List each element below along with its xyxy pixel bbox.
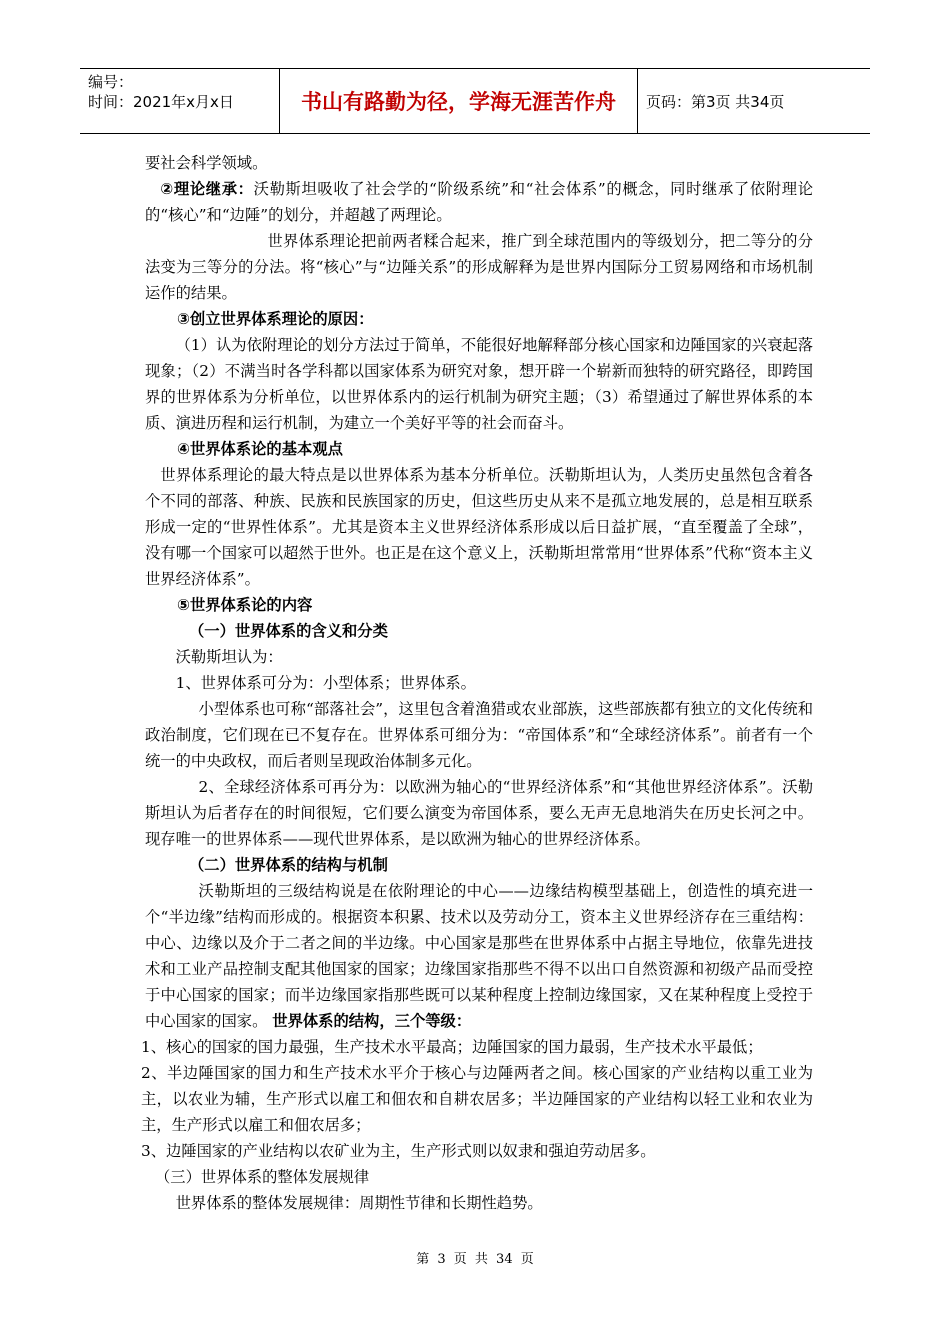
subsection-heading: （二）世界体系的结构与机制 bbox=[189, 856, 388, 874]
subsection-heading: （三）世界体系的整体发展规律 bbox=[155, 1168, 370, 1186]
list-item: 2、半边陲国家的国力和生产技术水平介于核心与边陲两者之间。核心国家的产业结构以重工业为主，以农业为辅，生产形式以雇工和佃农和自耕农居多；半边陲国家的产业结构以轻工业和农业为主，生产形式以雇工和佃农居多； bbox=[141, 1064, 813, 1134]
paragraph: 2、全球经济体系可再分为：以欧洲为轴心的“世界经济体系”和“其他世界经济体系”。沃勒斯坦认为后者存在的时间很短，它们要么演变为帝国体系，要么无声无息地消失在历史长河之中。现存唯一的世界体系——现代世界体系，是以欧洲为轴心的世界经济体系。 bbox=[145, 778, 813, 848]
inline-heading: ②理论继承： bbox=[160, 180, 254, 198]
paragraph bbox=[145, 878, 813, 1034]
header-page-info: 页码：第3页 共34页 bbox=[646, 92, 785, 111]
section-heading: ⑤世界体系论的内容 bbox=[177, 596, 313, 614]
paragraph: 沃勒斯坦认为： bbox=[175, 648, 283, 666]
header-meta bbox=[80, 69, 280, 133]
paragraph: 世界体系理论的最大特点是以世界体系为基本分析单位。沃勒斯坦认为，人类历史虽然包含着各个不同的部落、种族、民族和民族国家的历史，但这些历史从来不是孤立地发展的，总是相互联系形成一定的“世界性体系”。尤其是资本主义世界经济体系形成以后日益扩展，“直至覆盖了全球”，没有哪一个国家可以超然于世外。也正是在这个意义上，沃勒斯坦常常用“世界体系”代称“资本主义世界经济体系”。 bbox=[145, 466, 813, 588]
paragraph: 世界体系的整体发展规律：周期性节律和长期性趋势。 bbox=[175, 1194, 543, 1212]
subsection-heading: （一）世界体系的含义和分类 bbox=[189, 622, 388, 640]
paragraph: 小型体系也可称“部落社会”，这里包含着渔猎或农业部族，这些部族都有独立的文化传统和政治制度，它们现在已不复存在。世界体系可细分为：“帝国体系”和“全球经济体系”。前者有一个统一的中央政权，而后者则呈现政治体制多元化。 bbox=[145, 700, 813, 770]
paragraph-text: 沃勒斯坦的三级结构说是在依附理论的中心——边缘结构模型基础上，创造性的填充进一个“半边缘”结构而形成的。根据资本积累、技术以及劳动分工，资本主义世界经济存在三重结构：中心、边缘以及介于二者之间的半边缘。中心国家是那些在世界体系中占据主导地位，依靠先进技术和工业产品控制支配其他国家的国家；边缘国家指那些不得不以出口自然资源和初级产品而受控于中心国家的国家；而半边缘国家指那些既可以某种程度上控制边缘国家，又在某种程度上受控于中心国家的国家。 bbox=[145, 882, 813, 1030]
section-heading: ④世界体系论的基本观点 bbox=[177, 440, 343, 458]
paragraph: 世界体系理论把前两者糅合起来，推广到全球范围内的等级划分，把二等分的分法变为三等分的分法。将“核心”与“边陲关系”的形成解释为是世界内国际分工贸易网络和市场机制运作的结果。 bbox=[145, 232, 813, 302]
list-item: 1、核心的国家的国力最强，生产技术水平最高；边陲国家的国力最弱，生产技术水平最低； bbox=[141, 1038, 763, 1056]
list-item: 1、世界体系可分为：小型体系；世界体系。 bbox=[175, 674, 476, 692]
section-heading: ③创立世界体系理论的原因： bbox=[177, 310, 374, 328]
paragraph: 要社会科学领域。 bbox=[145, 154, 268, 172]
list-item: 3、边陲国家的产业结构以农矿业为主，生产形式则以奴隶和强迫劳动居多。 bbox=[141, 1142, 656, 1160]
paragraph-theory-inheritance bbox=[145, 176, 813, 228]
document-date-label: 时间：2021年x月x日 bbox=[88, 93, 234, 111]
document-number-label: 编号： bbox=[88, 73, 134, 91]
page-header bbox=[80, 68, 870, 134]
document-body bbox=[141, 150, 813, 1216]
page-footer: 第 3 页 共 34 页 bbox=[416, 1252, 534, 1267]
paragraph: （1）认为依附理论的划分方法过于简单，不能很好地解释部分核心国家和边陲国家的兴衰起落现象；（2）不满当时各学科都以国家体系为研究对象，想开辟一个崭新而独特的研究路径，即跨国界的世界体系为分析单位，以世界体系内的运行机制为研究主题；（3）希望通过了解世界体系的本质、演进历程和运行机制，为建立一个美好平等的社会而奋斗。 bbox=[145, 336, 813, 432]
paragraph-text: 沃勒斯坦吸收了社会学的“阶级系统”和“社会体系”的概念，同时继承了依附理论的“核心”和“边陲”的划分，并超越了两理论。 bbox=[145, 180, 813, 224]
inline-heading: 世界体系的结构，三个等级： bbox=[272, 1012, 472, 1030]
header-motto: 书山有路勤为径，学海无涯苦作舟 bbox=[280, 69, 638, 133]
